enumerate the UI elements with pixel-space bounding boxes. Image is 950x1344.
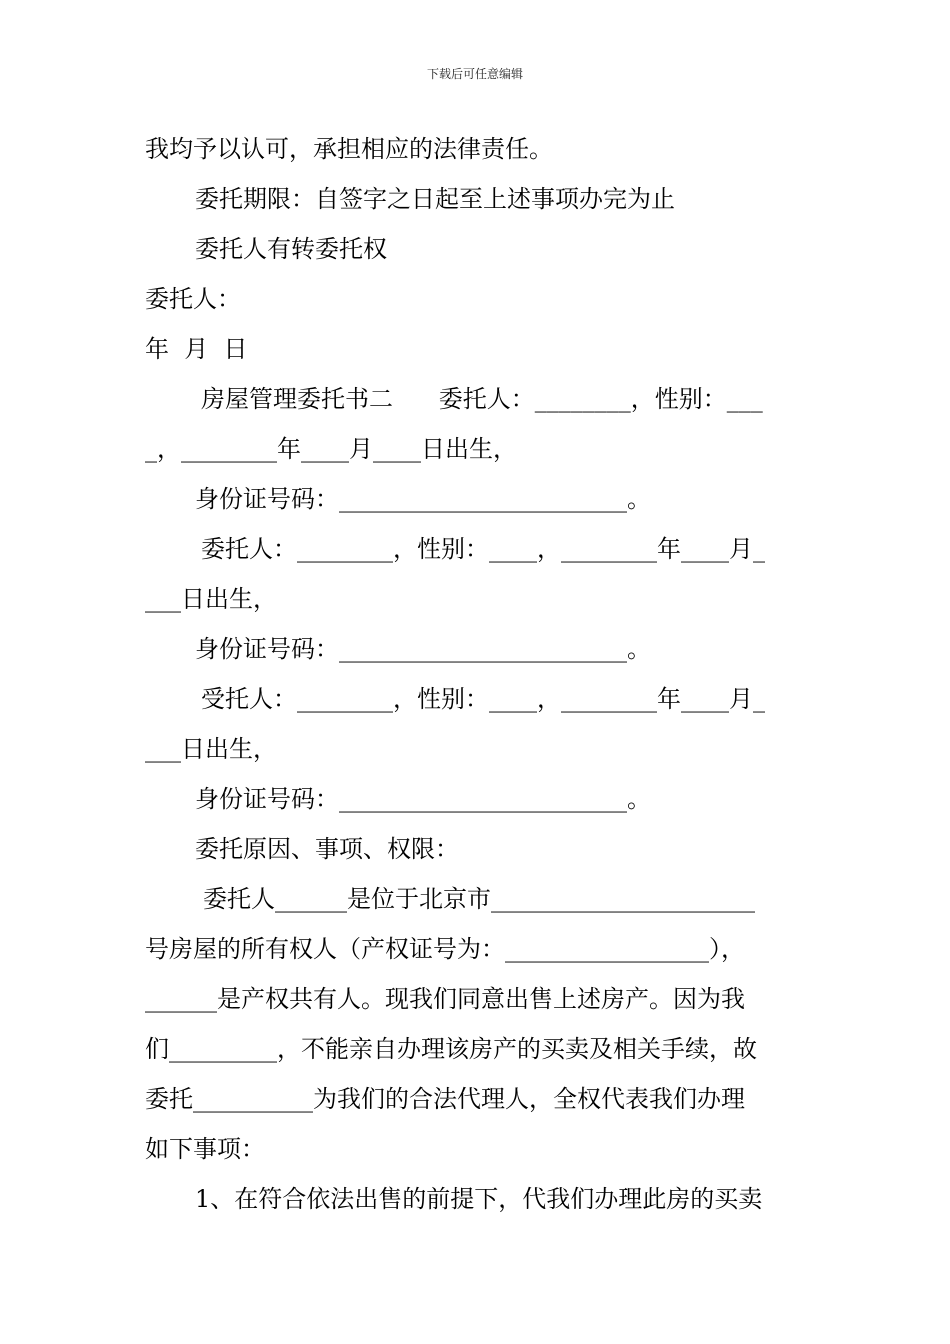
page-header: 下载后可任意编辑 [426,67,523,81]
paragraph-line: 如下事项： [145,1135,265,1163]
paragraph-line: 委托期限：自签字之日起至上述事项办完为止 [195,185,675,213]
paragraph-line: 委托原因、事项、权限： [195,835,459,863]
paragraph-line: 房屋管理委托书二 委托人：________，性别：___ [201,385,763,413]
paragraph-line: 身份证号码：________________________。 [195,485,651,513]
paragraph-line: 受托人：________，性别：____，________年____月_ [201,685,765,713]
paragraph-line: ___日出生， [145,735,277,763]
paragraph-line: 委托人______是位于北京市______________________ [203,885,755,913]
document-body [145,124,810,1224]
paragraph-line: ______是产权共有人。现我们同意出售上述房产。因为我 [145,985,745,1013]
paragraph-line: 1、在符合依法出售的前提下，代我们办理此房的买卖 [195,1185,763,1213]
paragraph-line: 委托人： [145,285,241,313]
paragraph-line: 委托人有转委托权 [195,235,387,263]
paragraph-line: 们_________，不能亲自办理该房产的买卖及相关手续，故 [145,1035,757,1063]
paragraph-line: 号房屋的所有权人（产权证号为：_________________）， [145,935,745,963]
paragraph-line: 委托__________为我们的合法代理人，全权代表我们办理 [145,1085,745,1113]
paragraph-line: _，________年____月____日出生， [145,435,517,463]
paragraph-line: 身份证号码：________________________。 [195,785,651,813]
paragraph-line: 我均予以认可，承担相应的法律责任。 [145,135,553,163]
paragraph-line: 身份证号码：________________________。 [195,635,651,663]
paragraph-line: ___日出生， [145,585,277,613]
paragraph-line: 年 月 日 [145,335,248,363]
paragraph-line: 委托人：________，性别：____，________年____月_ [201,535,765,563]
